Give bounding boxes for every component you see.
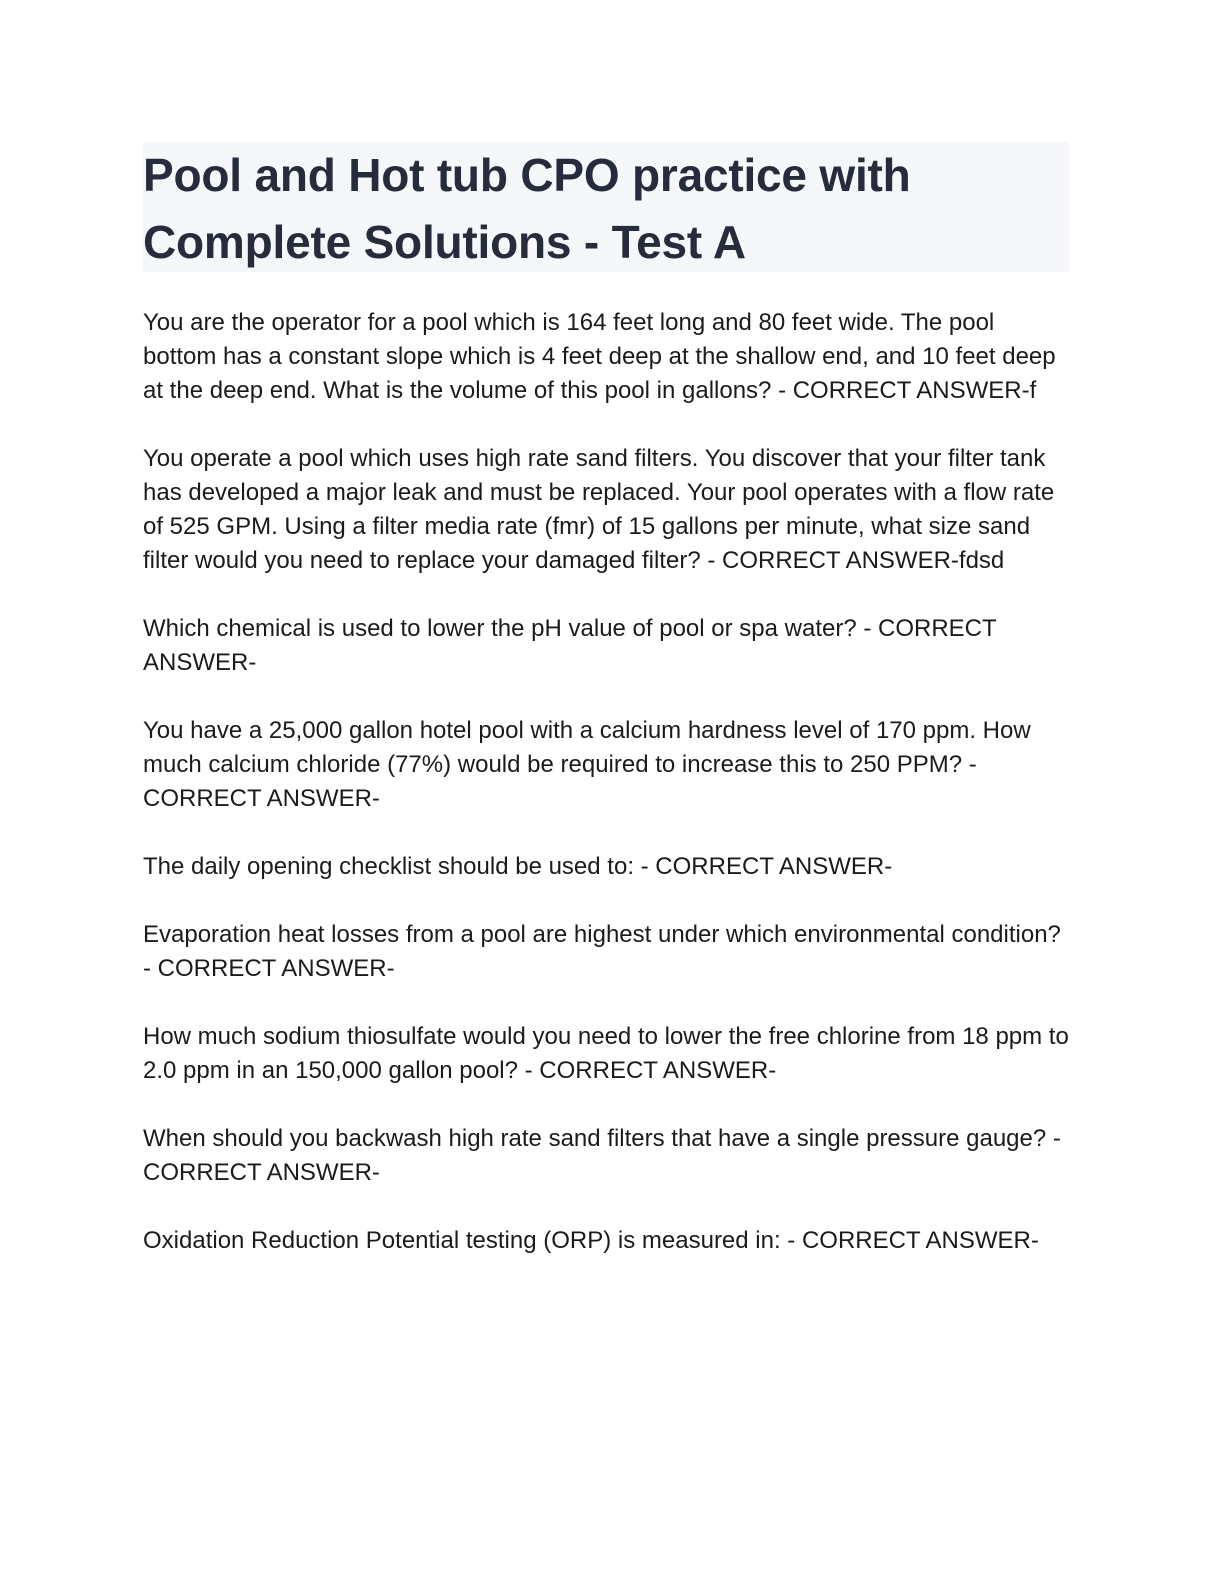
question-item: Which chemical is used to lower the pH value of pool or spa water? - CORRECT ANSWER-: [143, 615, 997, 676]
question-item: The daily opening checklist should be used to: - CORRECT ANSWER-: [143, 853, 893, 880]
question-item: How much sodium thiosulfate would you need to lower the free chlorine from 18 ppm to 2.0 ppm in an 150,000 gallon pool? - CORRECT ANSWER-: [143, 1023, 1069, 1084]
question-item: When should you backwash high rate sand filters that have a single pressure gauge? - CORRECT ANSWER-: [143, 1125, 1061, 1186]
question-item: You have a 25,000 gallon hotel pool with a calcium hardness level of 170 ppm. How much calcium chloride (77%) would be required to increase this to 250 PPM? - CORRECT ANSWER-: [143, 717, 1031, 812]
question-list: [143, 306, 1069, 1258]
question-item: Evaporation heat losses from a pool are highest under which environmental condition? - CORRECT ANSWER-: [143, 921, 1061, 982]
question-item: You operate a pool which uses high rate sand filters. You discover that your filter tank has developed a major leak and must be replaced. Your pool operates with a flow rate of 525 GPM. Using a filter media rate (fmr) of 15 gallons per minute, what size sand filter would you need to replace your damaged filter? - CORRECT ANSWER-fdsd: [143, 445, 1055, 574]
document-page: [143, 142, 1069, 1292]
document-title: Pool and Hot tub CPO practice with Complete Solutions - Test A: [143, 149, 911, 268]
title-block: [143, 142, 1069, 272]
question-item: You are the operator for a pool which is 164 feet long and 80 feet wide. The pool bottom has a constant slope which is 4 feet deep at the shallow end, and 10 feet deep at the deep end. What is the volume of this pool in gallons? - CORRECT ANSWER-f: [143, 309, 1056, 404]
question-item: Oxidation Reduction Potential testing (ORP) is measured in: - CORRECT ANSWER-: [143, 1227, 1039, 1254]
